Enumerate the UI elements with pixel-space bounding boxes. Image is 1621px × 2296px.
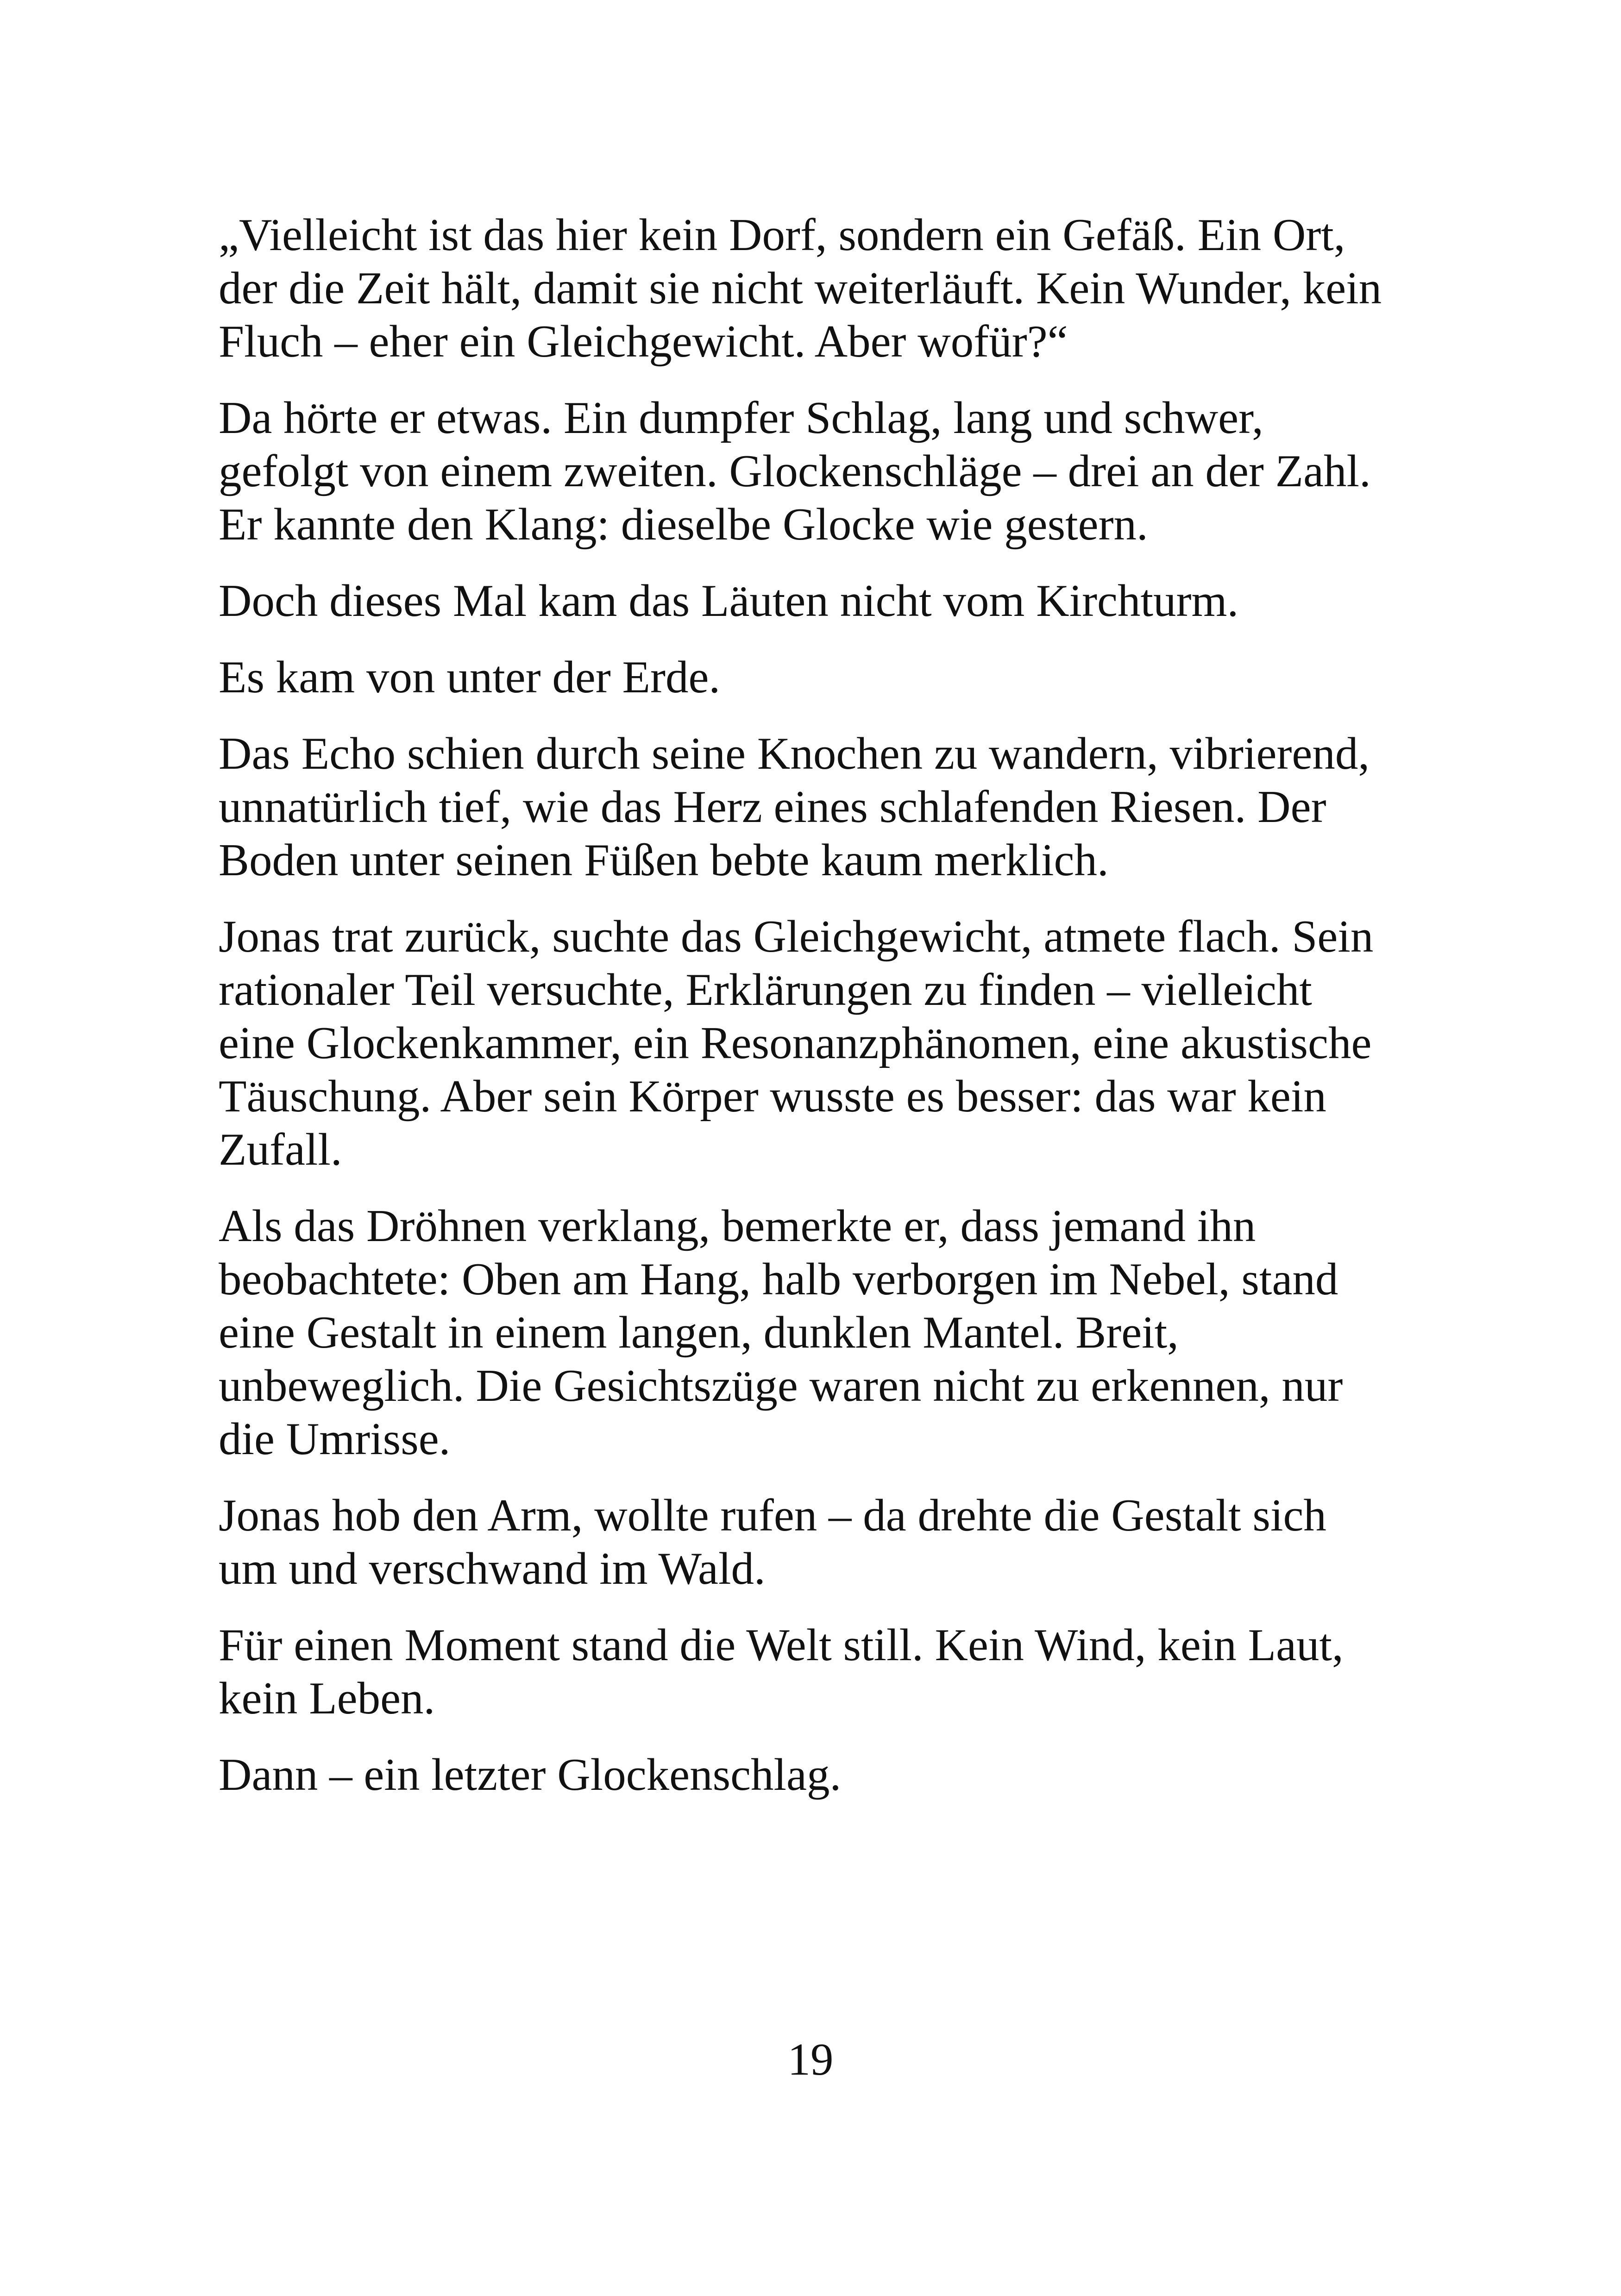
text-line: Zufall.: [219, 1124, 342, 1175]
text-line: beobachtete: Oben am Hang, halb verborgen im Nebel, stand: [219, 1254, 1338, 1305]
text-line: kein Leben.: [219, 1673, 435, 1724]
text-line: Jonas hob den Arm, wollte rufen – da drehte die Gestalt sich: [219, 1490, 1326, 1541]
text-line: Fluch – eher ein Gleichgewicht. Aber wofür?“: [219, 316, 1068, 367]
text-line: eine Gestalt in einem langen, dunklen Mantel. Breit,: [219, 1307, 1179, 1358]
text-line: gefolgt von einem zweiten. Glockenschläge – drei an der Zahl.: [219, 446, 1371, 496]
text-line: die Umrisse.: [219, 1414, 451, 1464]
paragraph: [219, 1489, 1432, 1595]
paragraph: [219, 208, 1432, 368]
text-line: Für einen Moment stand die Welt still. Kein Wind, kein Laut,: [219, 1620, 1344, 1670]
text-line: Täuschung. Aber sein Körper wusste es besser: das war kein: [219, 1071, 1326, 1122]
text-line: unnatürlich tief, wie das Herz eines schlafenden Riesen. Der: [219, 782, 1326, 832]
page-number: 19: [787, 2034, 834, 2085]
text-line: Boden unter seinen Füßen bebte kaum merklich.: [219, 835, 1109, 885]
text-line: der die Zeit hält, damit sie nicht weiterläuft. Kein Wunder, kein: [219, 263, 1382, 314]
text-line: eine Glockenkammer, ein Resonanzphänomen, eine akustische: [219, 1018, 1372, 1068]
paragraph: [219, 1748, 1432, 1801]
paragraph: [219, 651, 1432, 704]
body-text: [219, 208, 1432, 1825]
text-line: Dann – ein letzter Glockenschlag.: [219, 1750, 842, 1800]
text-line: Jonas trat zurück, suchte das Gleichgewicht, atmete flach. Sein: [219, 911, 1374, 962]
text-line: Es kam von unter der Erde.: [219, 652, 721, 703]
text-line: Er kannte den Klang: dieselbe Glocke wie gestern.: [219, 499, 1148, 550]
text-line: Doch dieses Mal kam das Läuten nicht vom Kirchturm.: [219, 576, 1239, 626]
text-line: um und verschwand im Wald.: [219, 1543, 766, 1594]
paragraph: [219, 727, 1432, 887]
text-line: Da hörte er etwas. Ein dumpfer Schlag, lang und schwer,: [219, 393, 1263, 443]
paragraph: [219, 574, 1432, 627]
text-line: unbeweglich. Die Gesichtszüge waren nicht zu erkennen, nur: [219, 1361, 1343, 1411]
text-line: rationaler Teil versuchte, Erklärungen zu finden – vielleicht: [219, 965, 1312, 1015]
paragraph: [219, 910, 1432, 1176]
paragraph: [219, 391, 1432, 551]
text-line: „Vielleicht ist das hier kein Dorf, sondern ein Gefäß. Ein Ort,: [219, 210, 1345, 260]
paragraph: [219, 1199, 1432, 1466]
paragraph: [219, 1618, 1432, 1725]
text-line: Das Echo schien durch seine Knochen zu wandern, vibrierend,: [219, 728, 1370, 779]
text-line: Als das Dröhnen verklang, bemerkte er, dass jemand ihn: [219, 1201, 1256, 1251]
